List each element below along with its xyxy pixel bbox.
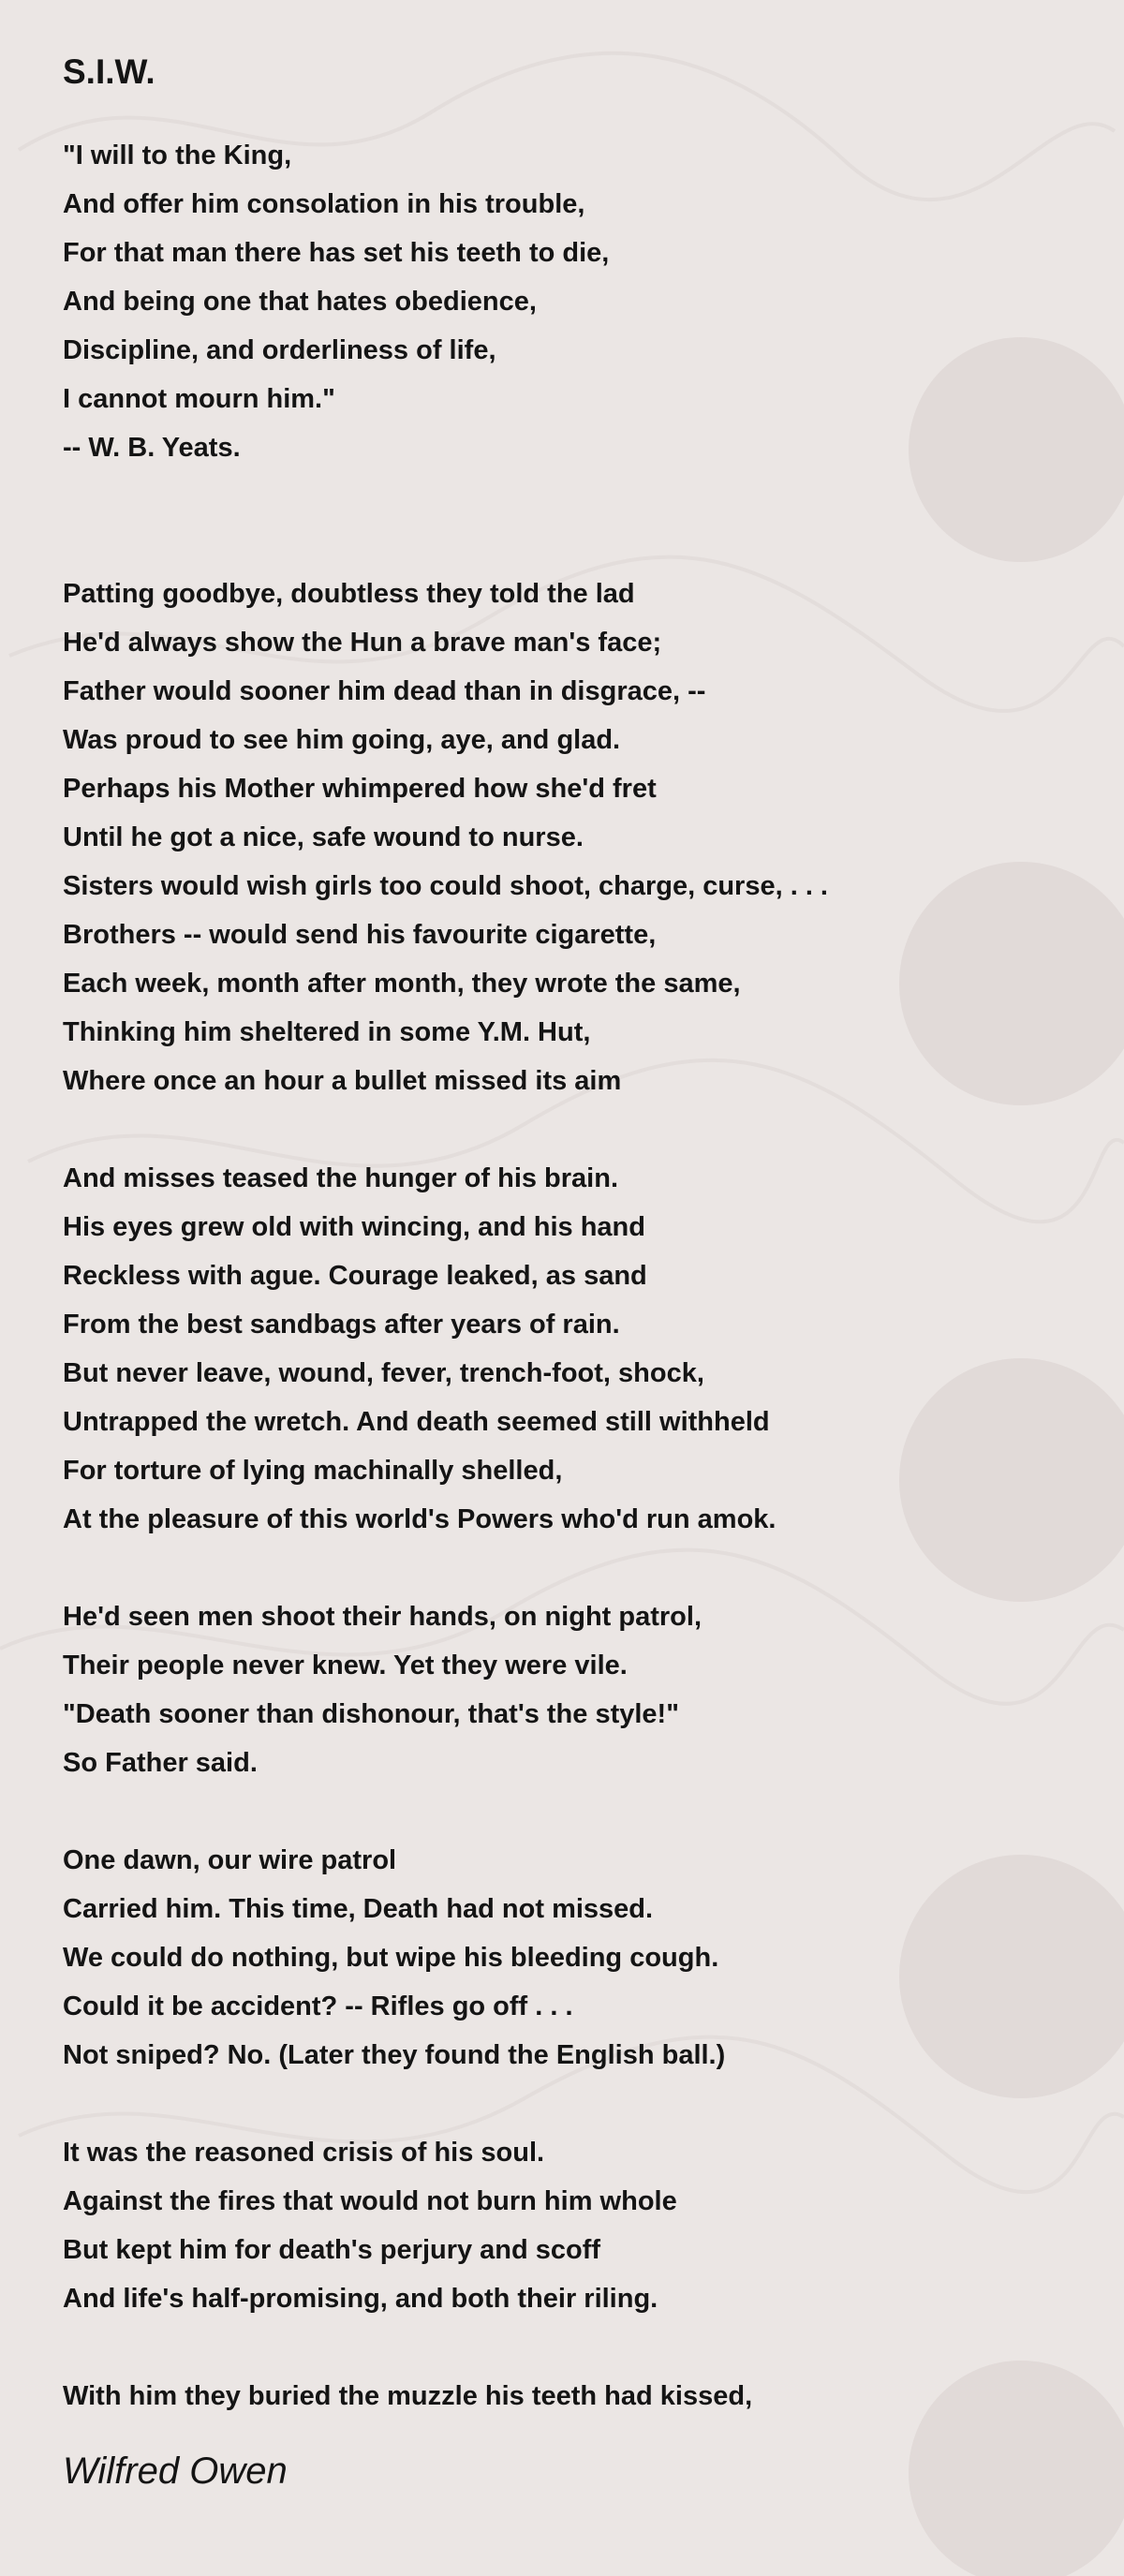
epigraph [63,131,1074,472]
stanza-2 [63,1154,1074,1544]
poem-title: S.I.W. [63,52,155,91]
epigraph-spacer [63,521,1074,570]
verse-line: Sisters would wish girls too could shoot, charge, curse, . . . [63,871,828,901]
epigraph-line: I cannot mourn him." [63,384,335,414]
stanza-6 [63,2372,1074,2421]
verse-line: Against the fires that would not burn him whole [63,2186,677,2216]
verse-line: One dawn, our wire patrol [63,1845,397,1875]
epigraph-line: "I will to the King, [63,141,292,170]
verse-line: Reckless with ague. Courage leaked, as sand [63,1261,647,1291]
verse-line: Carried him. This time, Death had not missed. [63,1894,654,1924]
verse-line: Until he got a nice, safe wound to nurse. [63,822,584,852]
epigraph-line: Discipline, and orderliness of life, [63,335,496,365]
verse-line: But never leave, wound, fever, trench-foot, shock, [63,1358,704,1388]
verse-line: "Death sooner than dishonour, that's the style!" [63,1699,679,1729]
epigraph-attribution: -- W. B. Yeats. [63,433,241,463]
stanza-1 [63,570,1074,1105]
poem-author: Wilfred Owen [63,2450,288,2492]
verse-line: He'd seen men shoot their hands, on night patrol, [63,1602,702,1632]
verse-line: Their people never knew. Yet they were vile. [63,1651,628,1680]
verse-line: Not sniped? No. (Later they found the English ball.) [63,2040,726,2070]
verse-line: So Father said. [63,1748,258,1778]
verse-line: His eyes grew old with wincing, and his hand [63,1212,645,1242]
verse-line: We could do nothing, but wipe his bleeding cough. [63,1943,719,1973]
verse-line: Could it be accident? -- Rifles go off . . . [63,1991,573,2021]
verse-line: But kept him for death's perjury and scoff [63,2235,601,2265]
verse-line: And misses teased the hunger of his brain. [63,1163,619,1193]
verse-line: Was proud to see him going, aye, and glad. [63,725,621,755]
verse-line: Patting goodbye, doubtless they told the lad [63,579,635,609]
verse-line: For torture of lying machinally shelled, [63,1456,563,1486]
verse-line: It was the reasoned crisis of his soul. [63,2138,545,2168]
stanza-3 [63,1592,1074,1787]
verse-line: Untrapped the wretch. And death seemed still withheld [63,1407,770,1437]
verse-line: Brothers -- would send his favourite cigarette, [63,920,657,950]
verse-line: At the pleasure of this world's Powers who'd run amok. [63,1504,776,1534]
verse-line: From the best sandbags after years of rain. [63,1310,620,1340]
verse-line: He'd always show the Hun a brave man's face; [63,628,662,658]
verse-line: And life's half-promising, and both their riling. [63,2284,658,2314]
verse-line: Father would sooner him dead than in disgrace, -- [63,676,706,706]
verse-line: Where once an hour a bullet missed its aim [63,1066,622,1096]
verse-line: Each week, month after month, they wrote the same, [63,969,741,999]
stanza-5 [63,2128,1074,2323]
verse-line: With him they buried the muzzle his teeth had kissed, [63,2381,753,2411]
epigraph-line: For that man there has set his teeth to die, [63,238,610,268]
verse-line: Perhaps his Mother whimpered how she'd fret [63,774,657,804]
epigraph-line: And being one that hates obedience, [63,287,537,317]
verse-line: Thinking him sheltered in some Y.M. Hut, [63,1017,591,1047]
stanza-4 [63,1836,1074,2080]
epigraph-line: And offer him consolation in his trouble, [63,189,585,219]
